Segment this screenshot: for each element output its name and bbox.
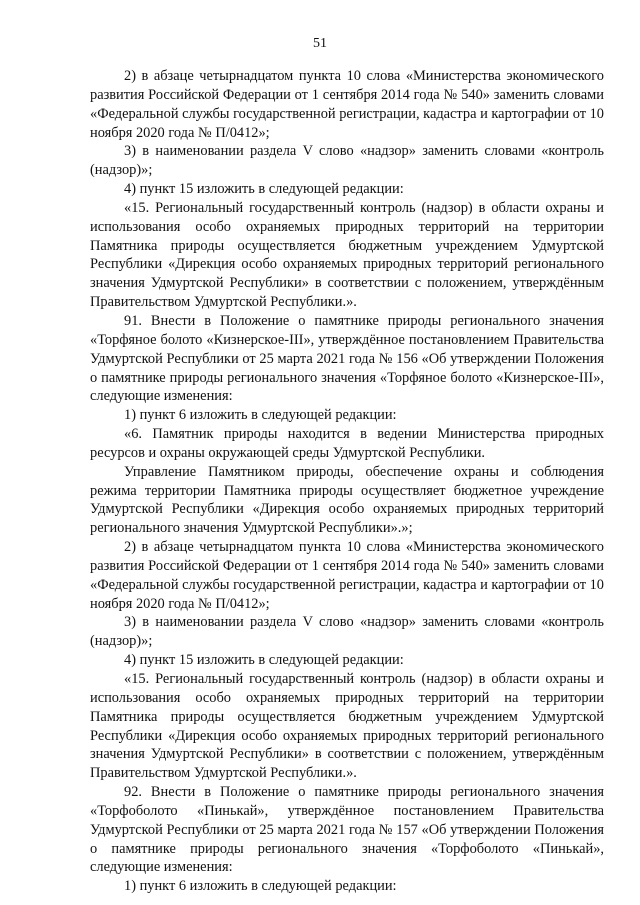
paragraph: 3) в наименовании раздела V слово «надзор» заменить словами «контроль (надзор)»; [90, 143, 604, 179]
paragraph: «15. Региональный государственный контроль (надзор) в области охраны и использования особо охраняемых природных территорий на территории Памятника природы осуществляется бюджетным учреждением Удмуртской Республики «Дирекция особо охраняемых природных территорий регионального значения Удмуртской Республики» в соответствии с положением, утверждённым Правительством Удмуртской Республики.». [90, 199, 604, 311]
paragraph: 1) пункт 6 изложить в следующей редакции: [124, 878, 397, 895]
paragraph: 3) в наименовании раздела V слово «надзор» заменить словами «контроль (надзор)»; [90, 614, 604, 650]
document-body [90, 67, 604, 896]
paragraph: 91. Внести в Положение о памятнике природы регионального значения «Торфяное болото «Кизнерское-III», утверждённое постановлением Правительства Удмуртской Республики от 25 марта 2021 года № 156 «Об утверждении Положения о памятнике природы регионального значения «Торфяное болото «Кизнерское-III», следующие изменения: [90, 312, 604, 405]
paragraph: «6. Памятник природы находится в ведении Министерства природных ресурсов и охраны окружающей среды Удмуртской Республики. [90, 426, 604, 461]
paragraph: 4) пункт 15 изложить в следующей редакции: [124, 181, 404, 198]
paragraph: 2) в абзаце четырнадцатом пункта 10 слова «Министерства экономического развития Российской Федерации от 1 сентября 2014 года № 540» заменить словами «Федеральной службы государственной регистрации, кадастра и картографии от 10 ноября 2020 года № П/0412»; [90, 539, 604, 612]
paragraph: 4) пункт 15 изложить в следующей редакции: [124, 652, 404, 669]
paragraph: Управление Памятником природы, обеспечение охраны и соблюдения режима территории Памятника природы осуществляет бюджетное учреждение Удмуртской Республики «Дирекция особо охраняемых природных территорий регионального значения Удмуртской Республики».»; [90, 463, 604, 537]
paragraph: 2) в абзаце четырнадцатом пункта 10 слова «Министерства экономического развития Российской Федерации от 1 сентября 2014 года № 540» заменить словами «Федеральной службы государственной регистрации, кадастра и картографии от 10 ноября 2020 года № П/0412»; [90, 68, 604, 141]
paragraph: «15. Региональный государственный контроль (надзор) в области охраны и использования особо охраняемых природных территорий на территории Памятника природы осуществляется бюджетным учреждением Удмуртской Республики «Дирекция особо охраняемых природных территорий регионального значения Удмуртской Республики» в соответствии с положением, утверждённым Правительством Удмуртской Республики.». [90, 671, 604, 782]
page-number: 51 [313, 36, 327, 51]
paragraph: 92. Внести в Положение о памятнике природы регионального значения «Торфоболото «Пинькай», утверждённое постановлением Правительства Удмуртской Республики от 25 марта 2021 года № 157 «Об утверждении Положения о памятнике природы регионального значения «Торфоболото «Пинькай», следующие изменения: [90, 784, 604, 876]
paragraph: 1) пункт 6 изложить в следующей редакции: [124, 407, 397, 424]
